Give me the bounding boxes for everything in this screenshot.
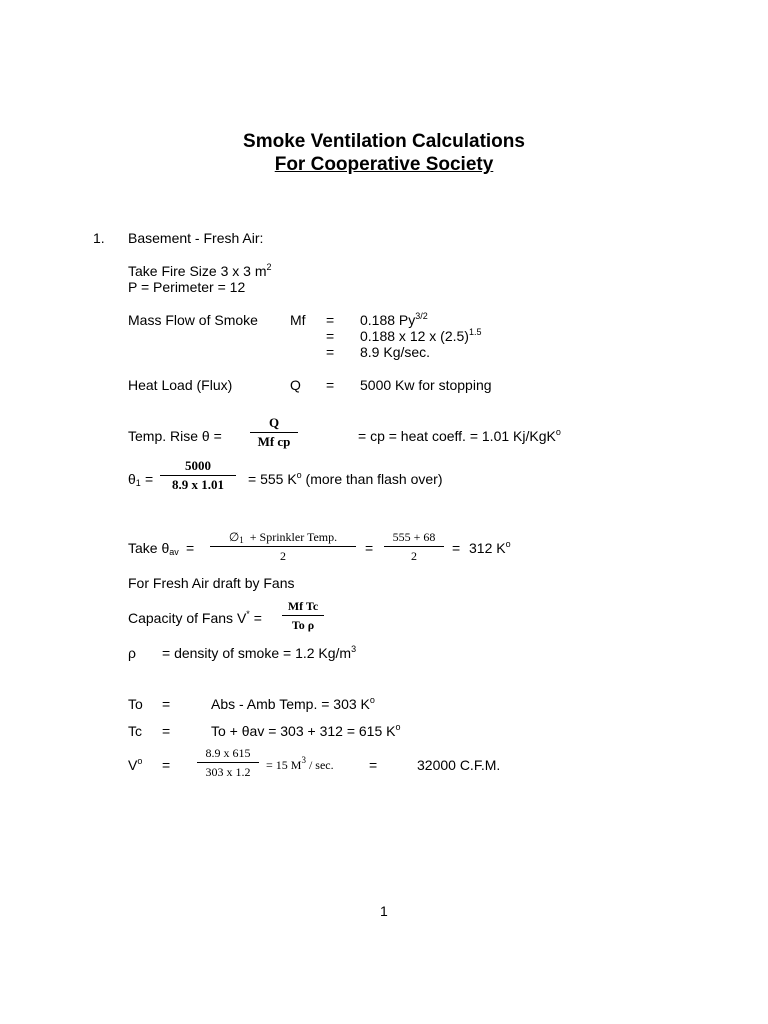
v-fraction-bar (197, 762, 259, 763)
theta1-fraction (160, 459, 236, 492)
theta-av-label (128, 540, 179, 556)
density-text (162, 645, 356, 661)
fan-capacity-fraction (282, 599, 324, 632)
v-numerator: 8.9 x 615 (205, 746, 251, 760)
page-number: 1 (380, 903, 388, 919)
theta1-symbol-text: θ (128, 471, 136, 487)
temp-rise-fraction (250, 416, 298, 449)
mass-flow-label: Mass Flow of Smoke (128, 312, 258, 328)
theta-av-fraction-2-bar (384, 546, 444, 547)
temp-rise-label: Temp. Rise θ = (128, 428, 222, 444)
mass-flow-line-1 (360, 312, 428, 328)
fire-size-line (128, 263, 272, 279)
theta1-result-sup: o (296, 470, 302, 480)
document-subtitle (0, 154, 768, 176)
to-text-value: Abs - Amb Temp. = 303 K (211, 696, 370, 712)
heat-load-value: 5000 Kw for stopping (360, 377, 492, 393)
density-text-value: = density of smoke = 1.2 Kg/m (162, 645, 352, 661)
perimeter-line: P = Perimeter = 12 (128, 279, 246, 295)
fan-capacity-label-sup: * (246, 609, 250, 619)
theta-av-eq-3: = (452, 540, 461, 556)
document-title: Smoke Ventilation Calculations (243, 131, 525, 152)
to-eq: = (162, 696, 171, 712)
temp-rise-rest (358, 428, 561, 444)
theta-av-numerator-1-sub: 1 (239, 535, 244, 545)
mass-flow-line-2-text: 0.188 x 12 x (2.5) (360, 328, 469, 344)
v-symbol (128, 757, 142, 773)
density-text-sup: 3 (351, 644, 357, 654)
temp-rise-rest-text: = cp = heat coeff. = 1.01 Kj/KgK (358, 428, 556, 444)
v-denominator: 303 x 1.2 (205, 765, 251, 779)
mass-flow-eq-3: = (326, 344, 335, 360)
temp-rise-denominator: Mf cp (257, 434, 291, 449)
temp-rise-fraction-bar (250, 432, 298, 433)
theta-av-eq: = (186, 540, 195, 556)
theta1-result-tail: (more than flash over) (301, 471, 443, 487)
v-result (266, 757, 334, 773)
temp-rise-numerator: Q (268, 415, 280, 430)
tc-text-value: To + θav = 303 + 312 = 615 K (211, 723, 396, 739)
theta-av-label-sub: av (169, 547, 179, 557)
theta1-symbol (128, 471, 141, 487)
density-symbol: ρ (128, 645, 136, 661)
fire-size-text: Take Fire Size 3 x 3 m (128, 263, 267, 279)
fan-capacity-denominator: To ρ (291, 618, 315, 632)
fire-size-sup: 2 (266, 262, 272, 272)
theta-av-label-text: Take θ (128, 540, 170, 556)
v-eq-2: = (369, 757, 378, 773)
mass-flow-line-1-sup: 3/2 (415, 311, 428, 321)
tc-text-sup: o (395, 722, 401, 732)
document-subtitle-text: For Cooperative Society (274, 154, 494, 175)
theta1-result-text: = 555 K (248, 471, 297, 487)
theta-av-denominator-1: 2 (280, 549, 286, 563)
theta-av-denominator-2: 2 (411, 549, 417, 563)
mass-flow-line-2 (360, 328, 481, 344)
v-cfm: 32000 C.F.M. (417, 757, 501, 773)
theta-av-result (469, 540, 511, 556)
theta-av-eq-2: = (365, 540, 374, 556)
heat-load-label: Heat Load (Flux) (128, 377, 233, 393)
fan-capacity-numerator: Mf Tc (287, 599, 319, 613)
theta1-result (248, 471, 443, 487)
theta1-symbol-sub: 1 (135, 478, 141, 488)
theta-av-fraction-1 (210, 530, 356, 563)
theta-av-numerator-1-text: + Sprinkler Temp. (249, 530, 338, 544)
mass-flow-symbol: Mf (290, 312, 306, 328)
fan-capacity-label (128, 610, 262, 626)
fan-capacity-fraction-bar (282, 615, 324, 616)
mass-flow-line-1-text: 0.188 Py (360, 312, 416, 328)
theta-av-fraction-1-bar (210, 546, 356, 547)
theta-av-numerator-1 (210, 530, 356, 544)
tc-symbol: Tc (128, 723, 142, 739)
theta-av-result-sup: o (505, 539, 511, 549)
temp-rise-rest-sup: o (555, 427, 561, 437)
mass-flow-eq-1: = (326, 312, 335, 328)
heat-load-symbol: Q (290, 377, 301, 393)
theta-av-result-text: 312 K (469, 540, 506, 556)
v-fraction (197, 746, 259, 779)
fan-capacity-eq: = (253, 610, 262, 626)
to-symbol: To (128, 696, 143, 712)
to-text (211, 696, 375, 712)
theta-av-numerator-2: 555 + 68 (392, 530, 436, 544)
fresh-air-line: For Fresh Air draft by Fans (128, 575, 295, 591)
tc-eq: = (162, 723, 171, 739)
v-eq: = (162, 757, 171, 773)
section-number: 1. (93, 230, 105, 246)
mass-flow-line-2-sup: 1.5 (468, 327, 482, 337)
to-text-sup: o (369, 695, 375, 705)
theta1-fraction-bar (160, 475, 236, 476)
v-result-sup: 3 (301, 755, 306, 765)
tc-text (211, 723, 401, 739)
theta1-denominator: 8.9 x 1.01 (172, 477, 224, 492)
mass-flow-line-3: 8.9 Kg/sec. (360, 344, 431, 360)
heat-load-eq: = (326, 377, 335, 393)
theta-av-fraction-2 (384, 530, 444, 563)
v-result-tail: / sec. (305, 758, 334, 772)
section-heading: Basement - Fresh Air: (128, 230, 264, 246)
theta1-numerator: 5000 (185, 458, 211, 473)
empty-set-icon: ∅ (228, 530, 240, 544)
mass-flow-eq-2: = (326, 328, 335, 344)
v-result-text: = 15 M (266, 758, 302, 772)
theta1-eq: = (145, 471, 154, 487)
fan-capacity-label-text: Capacity of Fans V (128, 610, 247, 626)
v-symbol-sup: o (137, 756, 143, 766)
v-symbol-text: V (128, 757, 138, 773)
